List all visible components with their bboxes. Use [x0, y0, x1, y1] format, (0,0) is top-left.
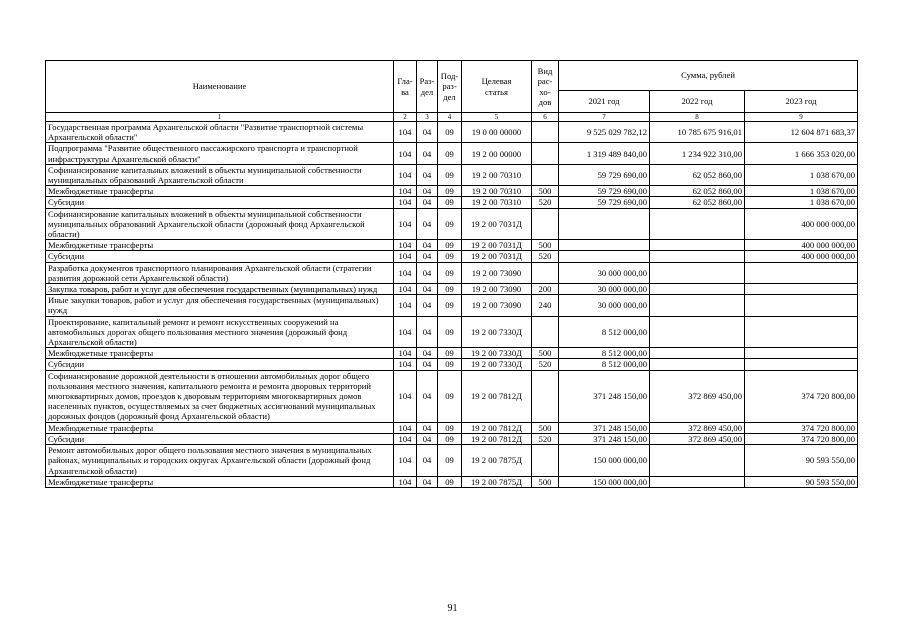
row-exp-type — [532, 445, 559, 477]
row-target: 19 2 00 70310 — [462, 197, 532, 208]
header-name: Наименование — [46, 61, 394, 113]
row-section: 04 — [417, 445, 438, 477]
table-row — [46, 164, 858, 185]
row-chapter: 104 — [394, 251, 417, 262]
row-exp-type: 520 — [532, 197, 559, 208]
row-section: 04 — [417, 240, 438, 251]
row-sum-2023: 374 720 800,00 — [745, 433, 858, 444]
row-sum-2022 — [650, 348, 745, 359]
row-chapter: 104 — [394, 284, 417, 295]
row-exp-type: 500 — [532, 422, 559, 433]
row-target: 19 2 00 7875Д — [462, 476, 532, 487]
row-section: 04 — [417, 197, 438, 208]
row-name: Субсидии — [46, 433, 394, 444]
row-chapter: 104 — [394, 433, 417, 444]
row-subsection: 09 — [438, 122, 462, 143]
column-index-row — [46, 113, 858, 122]
row-subsection: 09 — [438, 164, 462, 185]
row-sum-2022 — [650, 295, 745, 316]
row-subsection: 09 — [438, 251, 462, 262]
row-section: 04 — [417, 208, 438, 240]
row-chapter: 104 — [394, 197, 417, 208]
row-target: 19 2 00 7875Д — [462, 445, 532, 477]
table-row — [46, 370, 858, 422]
row-subsection: 09 — [438, 284, 462, 295]
header-exp-type: Вид рас- хо- дов — [532, 61, 559, 113]
row-sum-2021: 9 525 029 782,12 — [559, 122, 650, 143]
row-target: 19 2 00 7031Д — [462, 208, 532, 240]
row-section: 04 — [417, 164, 438, 185]
row-subsection: 09 — [438, 316, 462, 348]
table-row — [46, 433, 858, 444]
row-sum-2023: 1 038 670,00 — [745, 164, 858, 185]
row-target: 19 2 00 73090 — [462, 284, 532, 295]
row-sum-2022 — [650, 262, 745, 283]
table-row — [46, 262, 858, 283]
column-index: 8 — [650, 113, 745, 122]
row-sum-2021: 59 729 690,00 — [559, 164, 650, 185]
column-index: 3 — [417, 113, 438, 122]
row-exp-type: 520 — [532, 433, 559, 444]
row-chapter: 104 — [394, 143, 417, 164]
row-subsection: 09 — [438, 476, 462, 487]
row-sum-2023 — [745, 262, 858, 283]
row-name: Межбюджетные трансферты — [46, 186, 394, 197]
row-section: 04 — [417, 348, 438, 359]
row-sum-2022 — [650, 316, 745, 348]
table-row — [46, 476, 858, 487]
row-target: 19 2 00 7031Д — [462, 240, 532, 251]
row-name: Ремонт автомобильных дорог общего пользования местного значения в муниципальных районах, муниципальных и городских округах Архангельской области (дорожный фонд Архангельской области) — [46, 445, 394, 477]
table-row — [46, 316, 858, 348]
row-subsection: 09 — [438, 143, 462, 164]
table-row — [46, 359, 858, 370]
table-row — [46, 348, 858, 359]
table-row — [46, 251, 858, 262]
row-sum-2023: 374 720 800,00 — [745, 422, 858, 433]
row-exp-type: 500 — [532, 240, 559, 251]
row-target: 19 2 00 70310 — [462, 186, 532, 197]
row-subsection: 09 — [438, 295, 462, 316]
row-sum-2021: 59 729 690,00 — [559, 186, 650, 197]
row-section: 04 — [417, 143, 438, 164]
row-exp-type: 520 — [532, 359, 559, 370]
row-section: 04 — [417, 370, 438, 422]
row-sum-2021: 30 000 000,00 — [559, 295, 650, 316]
row-subsection: 09 — [438, 445, 462, 477]
row-exp-type — [532, 164, 559, 185]
row-exp-type — [532, 262, 559, 283]
header-year-2023: 2023 год — [745, 91, 858, 113]
header-sum: Сумма, рублей — [559, 61, 858, 91]
row-sum-2022 — [650, 208, 745, 240]
row-sum-2021: 371 248 150,00 — [559, 370, 650, 422]
column-index: 1 — [46, 113, 394, 122]
row-exp-type — [532, 143, 559, 164]
row-exp-type: 520 — [532, 251, 559, 262]
row-section: 04 — [417, 422, 438, 433]
row-sum-2023 — [745, 348, 858, 359]
row-subsection: 09 — [438, 359, 462, 370]
row-sum-2022: 10 785 675 916,01 — [650, 122, 745, 143]
table-row — [46, 143, 858, 164]
row-chapter: 104 — [394, 422, 417, 433]
row-subsection: 09 — [438, 422, 462, 433]
row-name: Субсидии — [46, 251, 394, 262]
budget-table — [45, 60, 858, 488]
row-name: Софинансирование капитальных вложений в объекты муниципальной собственности муниципальных образований Архангельской области — [46, 164, 394, 185]
row-chapter: 104 — [394, 164, 417, 185]
row-subsection: 09 — [438, 262, 462, 283]
column-index: 7 — [559, 113, 650, 122]
column-index: 5 — [462, 113, 532, 122]
row-sum-2022 — [650, 284, 745, 295]
row-sum-2021: 371 248 150,00 — [559, 422, 650, 433]
table-row — [46, 422, 858, 433]
row-chapter: 104 — [394, 445, 417, 477]
row-sum-2022: 62 052 860,00 — [650, 197, 745, 208]
row-section: 04 — [417, 316, 438, 348]
row-target: 19 2 00 00000 — [462, 143, 532, 164]
row-section: 04 — [417, 295, 438, 316]
row-target: 19 2 00 7330Д — [462, 316, 532, 348]
row-sum-2021 — [559, 208, 650, 240]
row-section: 04 — [417, 186, 438, 197]
header-subsection: Под- раз- дел — [438, 61, 462, 113]
row-chapter: 104 — [394, 240, 417, 251]
row-sum-2022: 372 869 450,00 — [650, 422, 745, 433]
row-name: Иные закупки товаров, работ и услуг для обеспечения государственных (муниципальных) нужд — [46, 295, 394, 316]
header-row — [46, 61, 858, 91]
row-section: 04 — [417, 433, 438, 444]
row-name: Разработка документов транспортного планирования Архангельской области (стратегии развития дорожной сети Архангельской области) — [46, 262, 394, 283]
column-index: 9 — [745, 113, 858, 122]
row-target: 19 2 00 7031Д — [462, 251, 532, 262]
row-sum-2021: 371 248 150,00 — [559, 433, 650, 444]
row-name: Софинансирование капитальных вложений в объекты муниципальной собственности муниципальных образований Архангельской области (дорожный фонд Архангельской области) — [46, 208, 394, 240]
row-sum-2021: 30 000 000,00 — [559, 284, 650, 295]
table-row — [46, 186, 858, 197]
row-section: 04 — [417, 284, 438, 295]
row-chapter: 104 — [394, 186, 417, 197]
row-section: 04 — [417, 262, 438, 283]
row-section: 04 — [417, 359, 438, 370]
row-sum-2021 — [559, 240, 650, 251]
row-subsection: 09 — [438, 197, 462, 208]
row-target: 19 2 00 73090 — [462, 262, 532, 283]
row-subsection: 09 — [438, 208, 462, 240]
row-sum-2021: 8 512 000,00 — [559, 348, 650, 359]
row-sum-2023: 1 666 353 020,00 — [745, 143, 858, 164]
row-sum-2023: 12 604 871 683,37 — [745, 122, 858, 143]
row-sum-2021: 59 729 690,00 — [559, 197, 650, 208]
row-subsection: 09 — [438, 433, 462, 444]
row-sum-2022: 62 052 860,00 — [650, 186, 745, 197]
table-row — [46, 240, 858, 251]
column-index: 2 — [394, 113, 417, 122]
table-row — [46, 197, 858, 208]
header-target: Целевая статья — [462, 61, 532, 113]
row-chapter: 104 — [394, 295, 417, 316]
row-section: 04 — [417, 122, 438, 143]
row-sum-2023: 400 000 000,00 — [745, 240, 858, 251]
row-chapter: 104 — [394, 348, 417, 359]
row-name: Межбюджетные трансферты — [46, 476, 394, 487]
row-exp-type: 500 — [532, 348, 559, 359]
row-sum-2023: 90 593 550,00 — [745, 445, 858, 477]
row-sum-2022 — [650, 240, 745, 251]
row-sum-2023: 90 593 550,00 — [745, 476, 858, 487]
table-row — [46, 295, 858, 316]
page-number: 91 — [447, 603, 458, 614]
column-index: 4 — [438, 113, 462, 122]
row-exp-type: 200 — [532, 284, 559, 295]
row-sum-2022: 62 052 860,00 — [650, 164, 745, 185]
table-row — [46, 122, 858, 143]
row-name: Подпрограмма "Развитие общественного пассажирского транспорта и транспортной инфраструктуры Архангельской области" — [46, 143, 394, 164]
row-exp-type: 500 — [532, 186, 559, 197]
row-sum-2022 — [650, 476, 745, 487]
row-subsection: 09 — [438, 186, 462, 197]
table-row — [46, 445, 858, 477]
row-chapter: 104 — [394, 476, 417, 487]
row-sum-2022: 372 869 450,00 — [650, 433, 745, 444]
row-sum-2021: 150 000 000,00 — [559, 476, 650, 487]
row-exp-type — [532, 122, 559, 143]
row-sum-2023 — [745, 316, 858, 348]
row-sum-2021: 30 000 000,00 — [559, 262, 650, 283]
table-body — [46, 122, 858, 488]
row-target: 19 2 00 7330Д — [462, 348, 532, 359]
row-chapter: 104 — [394, 359, 417, 370]
row-chapter: 104 — [394, 262, 417, 283]
row-exp-type: 240 — [532, 295, 559, 316]
row-target: 19 2 00 73090 — [462, 295, 532, 316]
row-sum-2022: 372 869 450,00 — [650, 370, 745, 422]
row-name: Субсидии — [46, 197, 394, 208]
row-name: Межбюджетные трансферты — [46, 348, 394, 359]
row-sum-2022 — [650, 445, 745, 477]
row-target: 19 2 00 7330Д — [462, 359, 532, 370]
row-sum-2023 — [745, 359, 858, 370]
row-name: Проектирование, капитальный ремонт и ремонт искусственных сооружений на автомобильных дорогах общего пользования местного значения (дорожный фонд Архангельской области) — [46, 316, 394, 348]
row-sum-2023: 400 000 000,00 — [745, 208, 858, 240]
row-name: Межбюджетные трансферты — [46, 240, 394, 251]
row-exp-type — [532, 370, 559, 422]
row-subsection: 09 — [438, 240, 462, 251]
row-sum-2021: 8 512 000,00 — [559, 359, 650, 370]
row-name: Государственная программа Архангельской области "Развитие транспортной системы Архангельской области" — [46, 122, 394, 143]
row-target: 19 2 00 7812Д — [462, 422, 532, 433]
row-chapter: 104 — [394, 208, 417, 240]
row-name: Закупка товаров, работ и услуг для обеспечения государственных (муниципальных) нужд — [46, 284, 394, 295]
row-subsection: 09 — [438, 370, 462, 422]
row-exp-type: 500 — [532, 476, 559, 487]
header-section: Раз- дел — [417, 61, 438, 113]
header-year-2022: 2022 год — [650, 91, 745, 113]
row-sum-2023: 374 720 800,00 — [745, 370, 858, 422]
row-sum-2023 — [745, 284, 858, 295]
table-row — [46, 284, 858, 295]
row-section: 04 — [417, 251, 438, 262]
row-sum-2021: 150 000 000,00 — [559, 445, 650, 477]
row-chapter: 104 — [394, 122, 417, 143]
row-target: 19 2 00 7812Д — [462, 433, 532, 444]
row-chapter: 104 — [394, 316, 417, 348]
header-chapter: Гла- ва — [394, 61, 417, 113]
row-name: Софинансирование дорожной деятельности в отношении автомобильных дорог общего пользования местного значения, капитального ремонта и ремонта дворовых территорий многоквартирных домов, проездов к дворовым территориям многоквартирных домов населенных пунктов, осуществляемых за счет бюджетных ассигнований муниципальных дорожных фондов (дорожный фонд Архангельской области) — [46, 370, 394, 422]
row-target: 19 2 00 70310 — [462, 164, 532, 185]
row-name: Субсидии — [46, 359, 394, 370]
row-target: 19 2 00 7812Д — [462, 370, 532, 422]
row-sum-2021: 8 512 000,00 — [559, 316, 650, 348]
row-target: 19 0 00 00000 — [462, 122, 532, 143]
row-chapter: 104 — [394, 370, 417, 422]
row-sum-2022 — [650, 359, 745, 370]
row-sum-2023 — [745, 295, 858, 316]
row-subsection: 09 — [438, 348, 462, 359]
row-sum-2023: 400 000 000,00 — [745, 251, 858, 262]
row-name: Межбюджетные трансферты — [46, 422, 394, 433]
row-sum-2021: 1 319 489 840,00 — [559, 143, 650, 164]
row-section: 04 — [417, 476, 438, 487]
header-year-2021: 2021 год — [559, 91, 650, 113]
row-exp-type — [532, 208, 559, 240]
row-sum-2022: 1 234 922 310,00 — [650, 143, 745, 164]
row-exp-type — [532, 316, 559, 348]
row-sum-2023: 1 038 670,00 — [745, 186, 858, 197]
column-index: 6 — [532, 113, 559, 122]
table-row — [46, 208, 858, 240]
row-sum-2023: 1 038 670,00 — [745, 197, 858, 208]
row-sum-2022 — [650, 251, 745, 262]
row-sum-2021 — [559, 251, 650, 262]
